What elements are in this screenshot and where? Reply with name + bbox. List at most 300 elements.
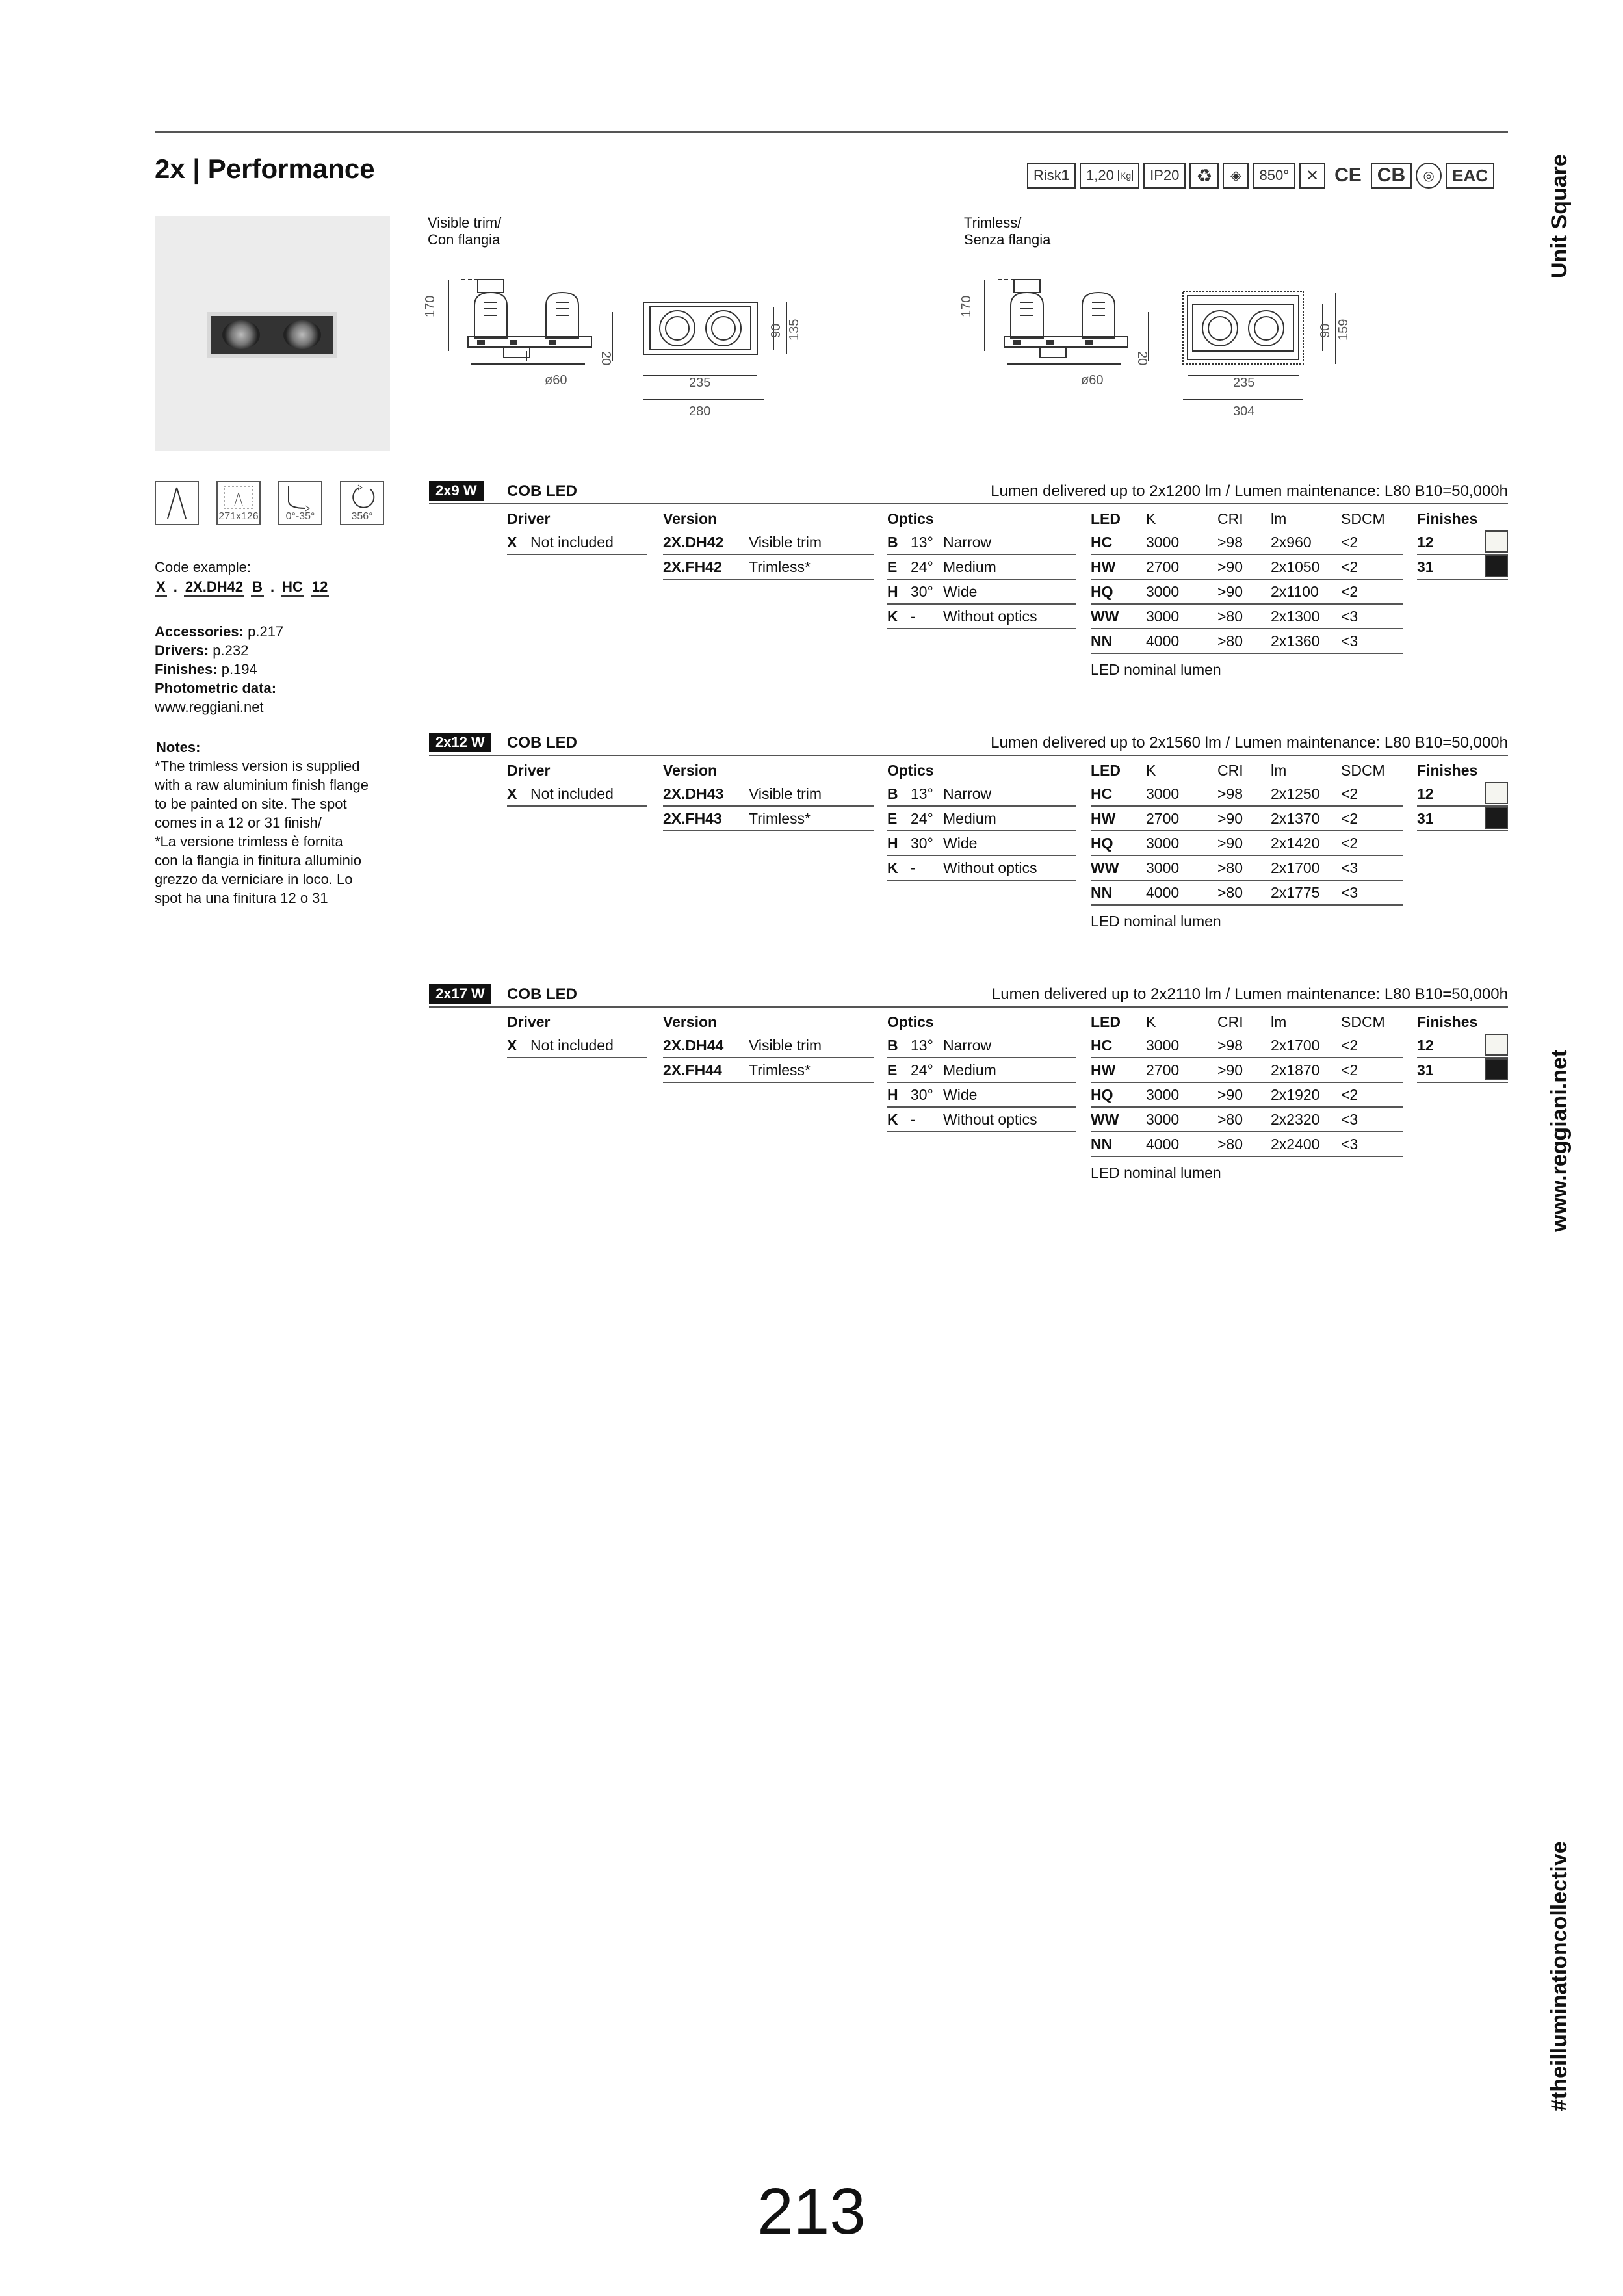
led-cri: >80 (1217, 1111, 1243, 1128)
top-rule (155, 131, 1508, 133)
led-lm: 2x1775 (1271, 884, 1320, 901)
finishes-col (1417, 1010, 1508, 1083)
version-row (663, 555, 874, 580)
visible-trim-label (428, 215, 501, 248)
risk-value: 1 (1061, 167, 1070, 183)
led-cri: >98 (1217, 785, 1243, 802)
version-code: 2X.FH42 (663, 558, 722, 575)
led-lm: 2x960 (1271, 534, 1312, 551)
led-sdcm: <2 (1341, 1037, 1358, 1054)
version-row (663, 807, 874, 831)
led-cri: >80 (1217, 884, 1243, 901)
lm-header: lm (1271, 1013, 1287, 1030)
led-row (1091, 1108, 1403, 1132)
led-k: 2700 (1146, 810, 1180, 827)
lumen-text: Lumen delivered up to 2x2110 lm / Lumen maintenance: L80 B10=50,000h (991, 985, 1508, 1003)
version-row (663, 1034, 874, 1058)
led-k: 3000 (1146, 608, 1180, 625)
optics-header: Optics (887, 762, 934, 779)
led-col (1091, 507, 1403, 681)
version-row (663, 782, 874, 807)
ce-text: CE (1334, 164, 1362, 186)
references (155, 622, 283, 716)
optics-code: B (887, 785, 898, 802)
driver-text: Not included (530, 1037, 614, 1054)
tilt-value: 0°-35° (285, 511, 315, 522)
optics-angle: 24° (911, 810, 933, 827)
eac-mark-icon (1446, 163, 1494, 189)
code-part-finish: 12 (311, 579, 329, 597)
finish-swatch (1485, 1058, 1508, 1080)
optics-angle: - (911, 859, 916, 876)
cutout-value: 271x126 (218, 511, 259, 522)
code-part-version: 2X.DH42 (184, 579, 244, 597)
vt-dim-d60: ø60 (545, 373, 567, 387)
optics-angle: 24° (911, 1062, 933, 1078)
finish-code: 31 (1417, 1062, 1434, 1078)
led-col (1091, 759, 1403, 933)
led-code: HC (1091, 785, 1113, 802)
watt-badge: 2x17 W (429, 984, 491, 1004)
cb-mark-icon (1371, 163, 1412, 189)
led-lm: 2x1370 (1271, 810, 1320, 827)
notes (155, 738, 395, 907)
notes-line: with a raw aluminium finish flange (155, 777, 369, 793)
optics-row (887, 555, 1076, 580)
driver-row (507, 782, 647, 807)
notes-line: con la flangia in finitura alluminio (155, 852, 361, 868)
code-example (155, 579, 329, 597)
risk-icon (1027, 163, 1076, 189)
optics-col (887, 759, 1076, 881)
led-cri: >80 (1217, 608, 1243, 625)
optics-code: H (887, 1086, 898, 1103)
temp-value: 850° (1259, 167, 1289, 183)
version-code: 2X.DH42 (663, 534, 724, 551)
version-row (663, 1058, 874, 1083)
optics-angle: - (911, 1111, 916, 1128)
optics-text: Medium (943, 1062, 996, 1078)
beam-icon (155, 481, 199, 525)
led-row (1091, 831, 1403, 856)
led-sdcm: <2 (1341, 583, 1358, 600)
led-k: 3000 (1146, 1037, 1180, 1054)
led-k: 3000 (1146, 859, 1180, 876)
lumen-text: Lumen delivered up to 2x1560 lm / Lumen maintenance: L80 B10=50,000h (991, 734, 1508, 751)
version-code: 2X.DH43 (663, 785, 724, 802)
rotation-icon (340, 481, 384, 525)
finishes-col (1417, 507, 1508, 580)
certification-icons (1027, 163, 1494, 192)
optics-angle: 13° (911, 534, 933, 551)
led-lm: 2x1700 (1271, 1037, 1320, 1054)
finishes-value: p.194 (221, 661, 257, 677)
led-k: 4000 (1146, 633, 1180, 649)
led-lm: 2x2320 (1271, 1111, 1320, 1128)
lm-header: lm (1271, 510, 1287, 527)
sdcm-header: SDCM (1341, 1013, 1385, 1030)
side-label-product: Unit Square (1547, 154, 1572, 278)
finish-row (1417, 530, 1508, 555)
cob-label: COB LED (507, 482, 577, 500)
optics-angle: 30° (911, 1086, 933, 1103)
led-row (1091, 1083, 1403, 1108)
led-code: WW (1091, 608, 1119, 625)
lamp-image (207, 312, 337, 358)
finish-row (1417, 555, 1508, 580)
led-cri: >98 (1217, 1037, 1243, 1054)
optics-text: Without optics (943, 608, 1037, 625)
vt-dim-90: 90 (769, 323, 783, 338)
led-k: 3000 (1146, 583, 1180, 600)
led-lm: 2x1920 (1271, 1086, 1320, 1103)
finish-row (1417, 1034, 1508, 1058)
notes-line: to be painted on site. The spot (155, 796, 347, 812)
led-header: LED (1091, 510, 1121, 527)
driver-header: Driver (507, 1013, 551, 1030)
led-k: 3000 (1146, 1111, 1180, 1128)
led-header-row (1091, 1010, 1403, 1034)
optics-row (887, 831, 1076, 856)
driver-header: Driver (507, 762, 551, 779)
version-header: Version (663, 762, 718, 779)
code-part-optics: B (251, 579, 264, 597)
finish-code: 12 (1417, 1037, 1434, 1054)
optics-text: Medium (943, 810, 996, 827)
driver-col (507, 507, 647, 555)
optics-col (887, 507, 1076, 629)
tl-dim-170: 170 (959, 295, 974, 317)
notes-line: *La versione trimless è fornita (155, 833, 343, 850)
vt-dim-170: 170 (423, 295, 437, 317)
driver-col (507, 759, 647, 807)
page-title: 2x | Performance (155, 153, 375, 184)
watt-badge: 2x12 W (429, 733, 491, 752)
led-sdcm: <3 (1341, 884, 1358, 901)
side-label-hashtag: #theilluminationcollective (1547, 1841, 1572, 2111)
optics-text: Narrow (943, 1037, 992, 1054)
code-dot: . (173, 579, 177, 595)
driver-code: X (507, 785, 517, 802)
optics-row (887, 1108, 1076, 1132)
led-cri: >90 (1217, 835, 1243, 852)
finishes-header: Finishes (1417, 510, 1478, 527)
led-row (1091, 807, 1403, 831)
optics-code: B (887, 534, 898, 551)
led-lm: 2x1360 (1271, 633, 1320, 649)
finish-code: 31 (1417, 810, 1434, 827)
optics-angle: 13° (911, 1037, 933, 1054)
led-row (1091, 580, 1403, 605)
led-cri: >90 (1217, 558, 1243, 575)
vt-dim-235: 235 (689, 376, 711, 390)
optics-angle: 24° (911, 558, 933, 575)
optics-code: H (887, 835, 898, 852)
led-code: HQ (1091, 835, 1113, 852)
led-k: 4000 (1146, 884, 1180, 901)
driver-row (507, 1034, 647, 1058)
led-code: HQ (1091, 1086, 1113, 1103)
led-cri: >90 (1217, 810, 1243, 827)
led-k: 3000 (1146, 534, 1180, 551)
finish-row (1417, 1058, 1508, 1083)
lm-header: lm (1271, 762, 1287, 779)
led-header-row (1091, 759, 1403, 782)
finish-swatch (1485, 530, 1508, 553)
led-code: WW (1091, 1111, 1119, 1128)
tilt-icon (278, 481, 322, 525)
led-k: 2700 (1146, 558, 1180, 575)
led-cri: >98 (1217, 534, 1243, 551)
version-text: Trimless* (749, 810, 811, 827)
finish-row (1417, 782, 1508, 807)
finishes-header: Finishes (1417, 762, 1478, 779)
finish-code: 12 (1417, 534, 1434, 551)
k-header: K (1146, 1013, 1156, 1030)
optics-row (887, 530, 1076, 555)
vt-dim-135: 135 (787, 319, 801, 341)
version-col (663, 1010, 874, 1083)
led-lm: 2x2400 (1271, 1136, 1320, 1153)
version-text: Visible trim (749, 534, 822, 551)
trimless-label-it: Senza flangia (964, 231, 1051, 248)
led-header: LED (1091, 762, 1121, 779)
led-header-row (1091, 507, 1403, 530)
tl-dim-20: 20 (1135, 351, 1149, 366)
page-number: 213 (757, 2175, 866, 2248)
version-col (663, 759, 874, 831)
notes-line: grezzo da verniciare in loco. Lo (155, 871, 353, 887)
ce-mark-icon (1329, 163, 1367, 189)
led-sdcm: <2 (1341, 810, 1358, 827)
driver-text: Not included (530, 534, 614, 551)
photometric-ref (155, 679, 283, 698)
emc-icon: ◎ (1416, 163, 1442, 189)
weight-value: 1,20 (1086, 167, 1114, 183)
optics-text: Wide (943, 1086, 978, 1103)
led-code: HC (1091, 534, 1113, 551)
accessories-value: p.217 (248, 623, 284, 640)
sdcm-header: SDCM (1341, 762, 1385, 779)
led-row (1091, 782, 1403, 807)
risk-label: Risk (1033, 167, 1061, 183)
led-k: 2700 (1146, 1062, 1180, 1078)
led-row (1091, 555, 1403, 580)
cb-text: CB (1377, 164, 1406, 186)
optics-code: E (887, 558, 898, 575)
drivers-ref (155, 641, 283, 660)
led-lm: 2x1870 (1271, 1062, 1320, 1078)
optics-row (887, 1034, 1076, 1058)
led-col (1091, 1010, 1403, 1184)
cob-label: COB LED (507, 734, 577, 751)
optics-row (887, 1058, 1076, 1083)
tl-dim-90: 90 (1318, 323, 1332, 338)
optics-code: K (887, 859, 898, 876)
finishes-col (1417, 759, 1508, 831)
led-sdcm: <3 (1341, 633, 1358, 649)
optics-header: Optics (887, 1013, 934, 1030)
optics-header: Optics (887, 510, 934, 527)
led-cri: >80 (1217, 633, 1243, 649)
temperature-icon (1253, 163, 1295, 189)
led-cri: >80 (1217, 859, 1243, 876)
finish-row (1417, 807, 1508, 831)
led-lm: 2x1100 (1271, 583, 1319, 600)
optics-angle: - (911, 608, 916, 625)
optics-text: Wide (943, 583, 978, 600)
led-k: 3000 (1146, 785, 1180, 802)
side-label-website: www.reggiani.net (1547, 1049, 1572, 1232)
version-text: Visible trim (749, 785, 822, 802)
cutout-icon (216, 481, 261, 525)
optics-text: Narrow (943, 534, 992, 551)
optics-code: H (887, 583, 898, 600)
led-code: HQ (1091, 583, 1113, 600)
recycle-icon: ♻ (1189, 163, 1219, 189)
version-code: 2X.DH44 (663, 1037, 724, 1054)
accessories-ref (155, 622, 283, 641)
led-row (1091, 1034, 1403, 1058)
notes-line: comes in a 12 or 31 finish/ (155, 815, 322, 831)
led-sdcm: <2 (1341, 785, 1358, 802)
led-code: WW (1091, 859, 1119, 876)
spot-left (222, 320, 260, 349)
led-lm: 2x1700 (1271, 859, 1320, 876)
finish-code: 31 (1417, 558, 1434, 575)
led-code: NN (1091, 1136, 1113, 1153)
led-sdcm: <2 (1341, 835, 1358, 852)
driver-code: X (507, 534, 517, 551)
optics-row (887, 856, 1076, 881)
photometric-label: Photometric data: (155, 680, 277, 696)
led-lm: 2x1250 (1271, 785, 1320, 802)
optics-code: K (887, 1111, 898, 1128)
section-header (429, 481, 1508, 504)
led-code: HW (1091, 1062, 1116, 1078)
watt-badge: 2x9 W (429, 481, 484, 501)
trimless-label (964, 215, 1050, 248)
notes-line: spot ha una finitura 12 o 31 (155, 890, 328, 906)
visible-trim-label-en: Visible trim/ (428, 215, 502, 231)
finishes-label: Finishes: (155, 661, 218, 677)
led-k: 3000 (1146, 835, 1180, 852)
optics-row (887, 580, 1076, 605)
weight-icon (1080, 163, 1139, 189)
section-header (429, 984, 1508, 1008)
version-text: Trimless* (749, 1062, 811, 1078)
k-header: K (1146, 510, 1156, 527)
cri-header: CRI (1217, 762, 1243, 779)
led-row (1091, 605, 1403, 629)
tl-dim-159: 159 (1336, 319, 1351, 341)
optics-text: Without optics (943, 1111, 1037, 1128)
led-lm: 2x1050 (1271, 558, 1320, 575)
optics-code: E (887, 1062, 898, 1078)
drivers-value: p.232 (213, 642, 249, 659)
cri-header: CRI (1217, 1013, 1243, 1030)
ip-rating-icon (1143, 163, 1186, 189)
led-note: LED nominal lumen (1091, 913, 1221, 930)
led-lm: 2x1420 (1271, 835, 1320, 852)
visible-trim-drawing (422, 267, 838, 429)
optics-angle: 30° (911, 835, 933, 852)
led-sdcm: <3 (1341, 608, 1358, 625)
section-header (429, 733, 1508, 756)
led-sdcm: <3 (1341, 859, 1358, 876)
code-part-led: HC (281, 579, 304, 597)
vt-dim-280: 280 (689, 404, 711, 419)
weight-unit: Kg (1118, 170, 1133, 181)
led-lm: 2x1300 (1271, 608, 1320, 625)
led-sdcm: <2 (1341, 534, 1358, 551)
trimless-label-en: Trimless/ (964, 215, 1022, 231)
led-sdcm: <2 (1341, 1062, 1358, 1078)
led-row (1091, 856, 1403, 881)
led-sdcm: <2 (1341, 558, 1358, 575)
led-cri: >90 (1217, 1062, 1243, 1078)
led-note: LED nominal lumen (1091, 661, 1221, 678)
led-code: HC (1091, 1037, 1113, 1054)
optics-row (887, 807, 1076, 831)
finish-swatch (1485, 807, 1508, 829)
sdcm-header: SDCM (1341, 510, 1385, 527)
version-code: 2X.FH43 (663, 810, 722, 827)
version-code: 2X.FH44 (663, 1062, 722, 1078)
cri-header: CRI (1217, 510, 1243, 527)
led-code: NN (1091, 884, 1113, 901)
finishes-ref (155, 660, 283, 679)
notes-line: *The trimless version is supplied (155, 758, 360, 774)
ip-value: IP20 (1150, 167, 1180, 183)
led-header: LED (1091, 1013, 1121, 1030)
version-text: Visible trim (749, 1037, 822, 1054)
spot-right (283, 320, 321, 349)
rotation-value: 356° (351, 511, 373, 522)
trimless-drawing (959, 267, 1401, 429)
cob-label: COB LED (507, 985, 577, 1003)
driver-row (507, 530, 647, 555)
no-insulation-icon: ✕ (1299, 163, 1325, 189)
led-code: HW (1091, 558, 1116, 575)
driver-text: Not included (530, 785, 614, 802)
version-header: Version (663, 510, 718, 527)
tl-dim-235: 235 (1233, 376, 1255, 390)
photometric-link[interactable]: www.reggiani.net (155, 699, 264, 715)
optics-angle: 30° (911, 583, 933, 600)
optics-code: B (887, 1037, 898, 1054)
led-sdcm: <3 (1341, 1136, 1358, 1153)
finish-swatch (1485, 555, 1508, 577)
led-row (1091, 530, 1403, 555)
finish-swatch (1485, 1034, 1508, 1056)
optics-text: Wide (943, 835, 978, 852)
tl-dim-d60: ø60 (1081, 373, 1104, 387)
optics-row (887, 605, 1076, 629)
led-cri: >90 (1217, 583, 1243, 600)
led-cri: >80 (1217, 1136, 1243, 1153)
optics-angle: 13° (911, 785, 933, 802)
finishes-header: Finishes (1417, 1013, 1478, 1030)
k-header: K (1146, 762, 1156, 779)
drivers-label: Drivers: (155, 642, 209, 659)
driver-code: X (507, 1037, 517, 1054)
product-photo (155, 216, 390, 451)
class-iii-icon: ◈ (1223, 163, 1249, 189)
code-example-label: Code example: (155, 559, 251, 575)
notes-label: Notes: (156, 739, 201, 755)
led-k: 3000 (1146, 1086, 1180, 1103)
